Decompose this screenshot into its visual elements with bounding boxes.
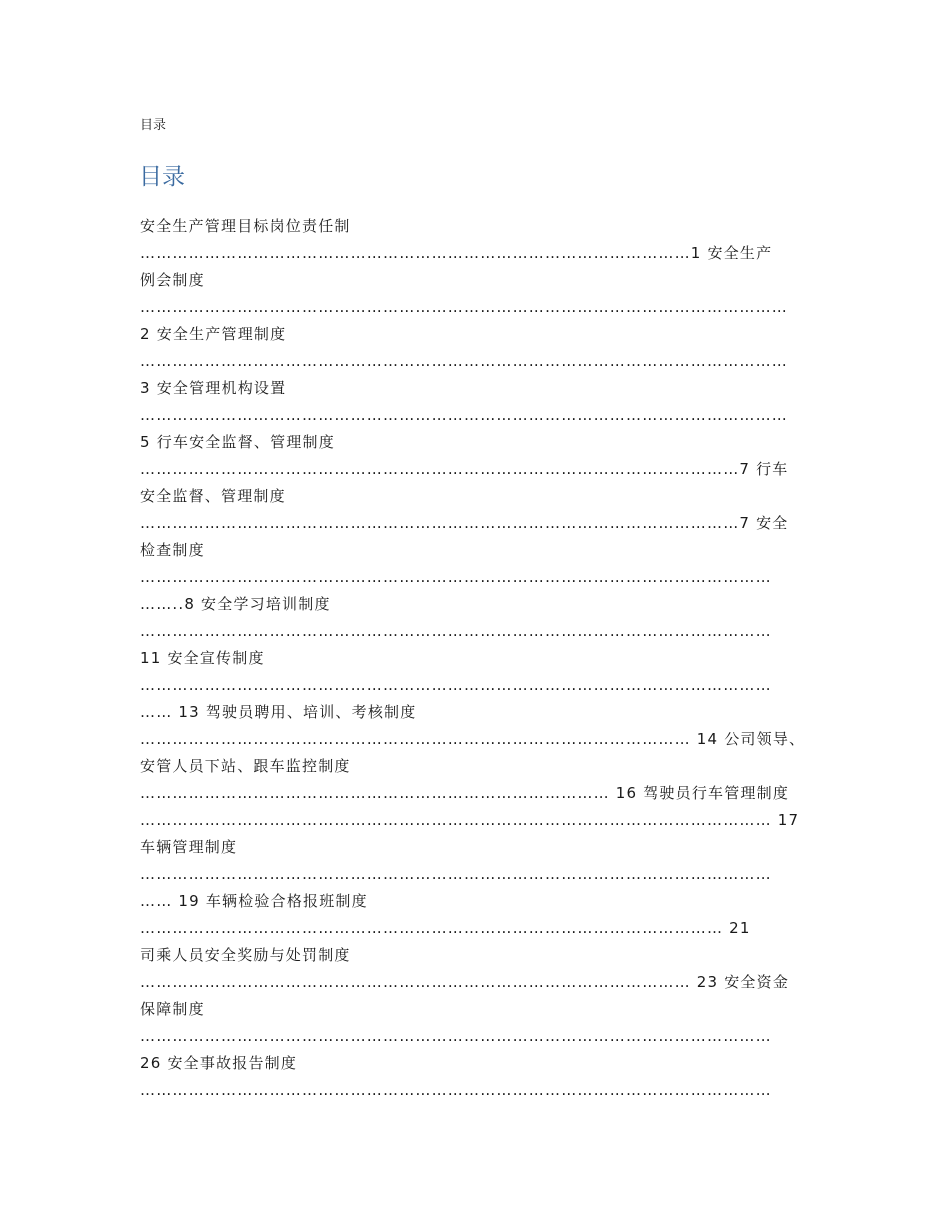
toc-line: 例会制度: [140, 271, 205, 289]
toc-heading: 目录: [139, 164, 185, 190]
toc-line: …………………………………………………………………………………………………………: [140, 406, 788, 424]
toc-line: ……..8 安全学习培训制度: [140, 595, 331, 613]
toc-line: ……………………………………………………………………………………………… 21: [140, 919, 751, 937]
toc-line: …………………………………………………………………………………………1 安全生产: [140, 244, 773, 262]
toc-line: ………………………………………………………………………………………………………: [140, 865, 772, 883]
toc-line: …… 13 驾驶员聘用、培训、考核制度: [140, 703, 417, 721]
toc-line: ………………………………………………………………………………………………………: [140, 622, 772, 640]
toc-line: 11 安全宣传制度: [140, 649, 265, 667]
toc-line: ………………………………………………………………………………………… 14 公司领导、: [140, 730, 806, 748]
toc-line: 保障制度: [140, 1000, 205, 1018]
toc-line: 检查制度: [140, 541, 205, 559]
toc-line: 车辆管理制度: [140, 838, 238, 856]
toc-line: ………………………………………………………………………………………… 23 安全资金: [140, 973, 790, 991]
toc-line: …………………………………………………………………………………………………7 安全: [140, 514, 789, 532]
toc-line: …… 19 车辆检验合格报班制度: [140, 892, 368, 910]
toc-line: …………………………………………………………………………… 16 驾驶员行车管理制度: [140, 784, 790, 802]
toc-line: 2 安全生产管理制度: [140, 325, 287, 343]
toc-line: ………………………………………………………………………………………………………: [140, 676, 772, 694]
page-header-label: 目录: [140, 118, 167, 133]
toc-line: 3 安全管理机构设置: [140, 379, 287, 397]
toc-line: 司乘人员安全奖励与处罚制度: [140, 946, 351, 964]
toc-line: 安全监督、管理制度: [140, 487, 286, 505]
toc-line: 26 安全事故报告制度: [140, 1054, 298, 1072]
toc-line: ……………………………………………………………………………………………………… 17: [140, 811, 800, 829]
toc-line: …………………………………………………………………………………………………………: [140, 352, 788, 370]
toc-line: 5 行车安全监督、管理制度: [140, 433, 335, 451]
toc-line: ………………………………………………………………………………………………………: [140, 1081, 772, 1099]
toc-line: 安管人员下站、跟车监控制度: [140, 757, 351, 775]
toc-line: …………………………………………………………………………………………………7 行车: [140, 460, 789, 478]
toc-line: ………………………………………………………………………………………………………: [140, 1027, 772, 1045]
toc-list: [140, 213, 820, 1104]
toc-line: ………………………………………………………………………………………………………: [140, 568, 772, 586]
toc-line: …………………………………………………………………………………………………………: [140, 298, 788, 316]
toc-line: 安全生产管理目标岗位责任制: [140, 217, 351, 235]
